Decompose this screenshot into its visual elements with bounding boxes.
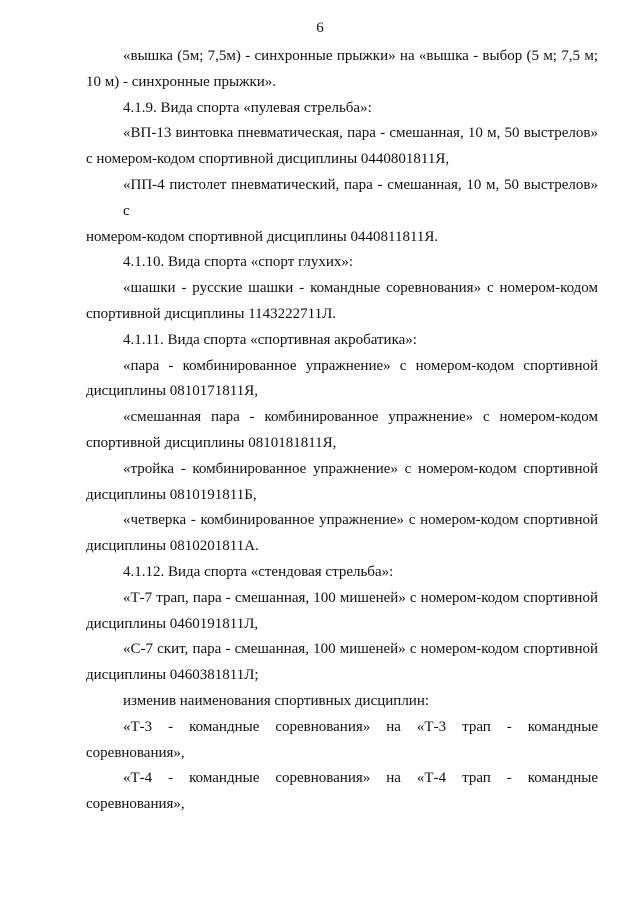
- text-line: «Т-3 - командные соревнования» на «Т-3 трап - командные: [123, 718, 598, 735]
- document-body: [86, 44, 598, 818]
- text-line: «ПП-4 пистолет пневматический, пара - смешанная, 10 м, 50 выстрелов» с: [123, 176, 598, 219]
- page-number: 6: [316, 20, 324, 36]
- text-line: изменив наименования спортивных дисциплин:: [123, 692, 430, 709]
- text-line: «Т-7 трап, пара - смешанная, 100 мишеней» с номером-кодом спортивной: [123, 589, 598, 606]
- text-line: дисциплины 0810201811А.: [86, 538, 259, 555]
- section-heading: 4.1.10. Вида спорта «спорт глухих»:: [123, 254, 354, 271]
- text-line: соревнования»,: [86, 796, 185, 813]
- text-line: дисциплины 0810171811Я,: [86, 383, 258, 400]
- section-heading: 4.1.11. Вида спорта «спортивная акробатика»:: [123, 331, 417, 348]
- text-line: «смешанная пара - комбинированное упражнение» с номером-кодом: [123, 409, 598, 426]
- text-line: с номером-кодом спортивной дисциплины 0440801811Я,: [86, 151, 450, 168]
- text-line: номером-кодом спортивной дисциплины 0440811811Я.: [86, 228, 439, 245]
- text-line: «пара - комбинированное упражнение» с номером-кодом спортивной: [123, 357, 598, 374]
- text-line: «вышка (5м; 7,5м) - синхронные прыжки» на «вышка - выбор (5 м; 7,5 м;: [123, 48, 598, 64]
- section-heading: 4.1.9. Вида спорта «пулевая стрельба»:: [123, 99, 372, 116]
- text-line: дисциплины 0810191811Б,: [86, 486, 257, 503]
- text-line: дисциплины 0460191811Л,: [86, 615, 259, 632]
- text-line: дисциплины 0460381811Л;: [86, 667, 259, 684]
- text-line: соревнования»,: [86, 744, 185, 761]
- text-line: «четверка - комбинированное упражнение» с номером-кодом спортивной: [123, 512, 598, 529]
- text-line: спортивной дисциплины 0810181811Я,: [86, 434, 337, 451]
- section-heading: 4.1.12. Вида спорта «стендовая стрельба»:: [123, 563, 394, 580]
- text-line: «шашки - русские шашки - командные соревнования» с номером-кодом: [123, 280, 598, 297]
- text-line: спортивной дисциплины 1143222711Л.: [86, 305, 337, 322]
- text-line: «С-7 скит, пара - смешанная, 100 мишеней» с номером-кодом спортивной: [123, 641, 598, 658]
- text-line: 10 м) - синхронные прыжки».: [86, 73, 277, 90]
- text-line: «Т-4 - командные соревнования» на «Т-4 трап - командные: [123, 770, 598, 787]
- text-line: «ВП-13 винтовка пневматическая, пара - смешанная, 10 м, 50 выстрелов»: [123, 125, 598, 142]
- text-line: «тройка - комбинированное упражнение» с номером-кодом спортивной: [123, 460, 598, 477]
